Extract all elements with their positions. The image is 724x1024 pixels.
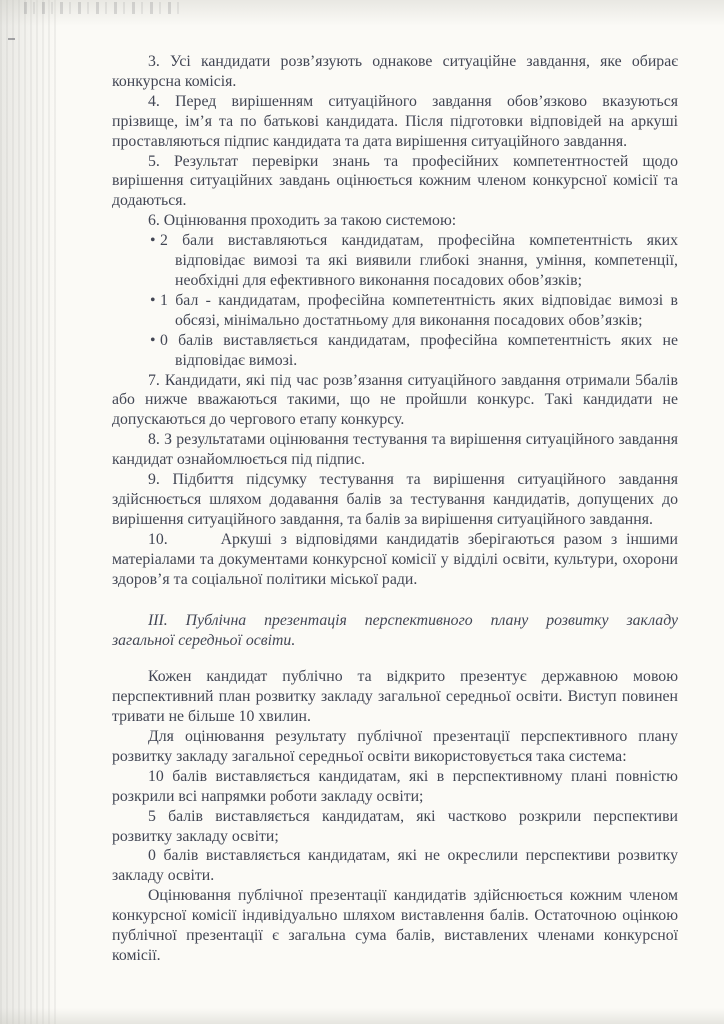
bullet-icon: •	[150, 232, 156, 250]
list-item	[112, 231, 678, 291]
paragraph-4: 4. Перед вирішенням ситуаційного завдання обов’язково вказуються прізвище, ім’я та по батькові кандидата. Після підготовки відповідей на аркуші проставляються підпис кандидата та дата вирішення ситуаційного завдання.	[112, 92, 678, 150]
paragraph-8: 8. З результатами оцінювання тестування та вирішення ситуаційного завдання кандидат ознайомлюється під підпис.	[112, 431, 678, 469]
scan-speck-mark	[8, 38, 15, 40]
bullet-icon: •	[150, 291, 156, 309]
paragraph-7: 7. Кандидати, які під час розв’язання ситуаційного завдання отримали 5балів або нижче вважаються такими, що не пройшли конкурс. Такі кандидати не допускаються до чергового етапу конкурсу.	[112, 371, 678, 429]
paragraph-9: 9. Підбиття підсумку тестування та вирішення ситуаційного завдання здійснюється шляхом додавання балів за тестування кандидатів, допущених до вирішення ситуаційного завдання, та балів за вирішення ситуаційного завдання.	[112, 471, 678, 528]
section-iii-heading-line1: ІІІ. Публічна презентація перспективного плану розвитку закладу	[148, 612, 678, 630]
paragraph-score-0: 0 балів виставляється кандидатам, які не окреслили перспективи розвитку закладу освіти.	[112, 847, 678, 885]
paragraph-10: 10. Аркуші з відповідями кандидатів зберігаються разом з іншими матеріалами та документами конкурсної комісії у відділі освіти, культури, охорони здоров’я та соціальної політики міської ради.	[112, 530, 678, 588]
paragraph-score-10: 10 балів виставляється кандидатам, які в перспективному плані повністю розкрили всі напрямки роботи закладу освіти;	[112, 767, 678, 805]
document-body	[112, 52, 678, 966]
paragraph-5: 5. Результат перевірки знань та професійних компетентностей щодо вирішення ситуаційних завдань оцінюється кожним членом конкурсної комісії та додаються.	[112, 152, 678, 210]
paragraph-scoring-system: Для оцінювання результату публічної презентації перспективного плану розвитку закладу загальної середньої освіти використовується така система:	[112, 728, 678, 765]
paragraph-presentation-intro: Кожен кандидат публічно та відкрито презентує державною мовою перспективний план розвитку закладу загальної середньої освіти. Виступ повинен тривати не більше 10 хвилин.	[112, 668, 678, 726]
bullet-icon: •	[150, 331, 156, 349]
scan-left-edge-artifact	[0, 0, 58, 1024]
scan-bottom-edge-shade	[0, 1008, 724, 1024]
section-iii-heading	[112, 611, 678, 651]
section-iii-heading-line2: загальної середньої освіти.	[112, 632, 296, 650]
list-item	[112, 291, 678, 331]
scan-speckles	[24, 2, 184, 14]
paragraph-6: 6. Оцінювання проходить за такою системою:	[148, 212, 457, 230]
paragraph-3: 3. Усі кандидати розв’язують однакове ситуаційне завдання, яке обирає конкурсна комісія.	[112, 53, 678, 90]
paragraph-final-evaluation: Оцінювання публічної презентації кандидатів здійснюється кожним членом конкурсної комісії індивідуально шляхом виставлення балів. Остаточною оцінкою публічної презентації є загальна сума балів, виставлених членами конкурсної комісії.	[112, 887, 678, 964]
list-item-text: 0 балів виставляється кандидатам, професійна компетентність яких не відповідає вимозі.	[160, 331, 678, 369]
list-item-text: 1 бал - кандидатам, професійна компетентність яких відповідає вимозі в обсязі, мінімально достатньому для виконання посадових обов’язків;	[160, 291, 678, 329]
list-item-text: 2 бали виставляються кандидатам, професійна компетентність яких відповідає вимозі та які виявили глибокі знання, уміння, компетенції, необхідні для ефективного виконання посадових обов’язків;	[160, 232, 678, 289]
paragraph-score-5: 5 балів виставляється кандидатам, які частково розкрили перспективи розвитку закладу освіти;	[112, 807, 678, 845]
list-item	[112, 331, 678, 371]
